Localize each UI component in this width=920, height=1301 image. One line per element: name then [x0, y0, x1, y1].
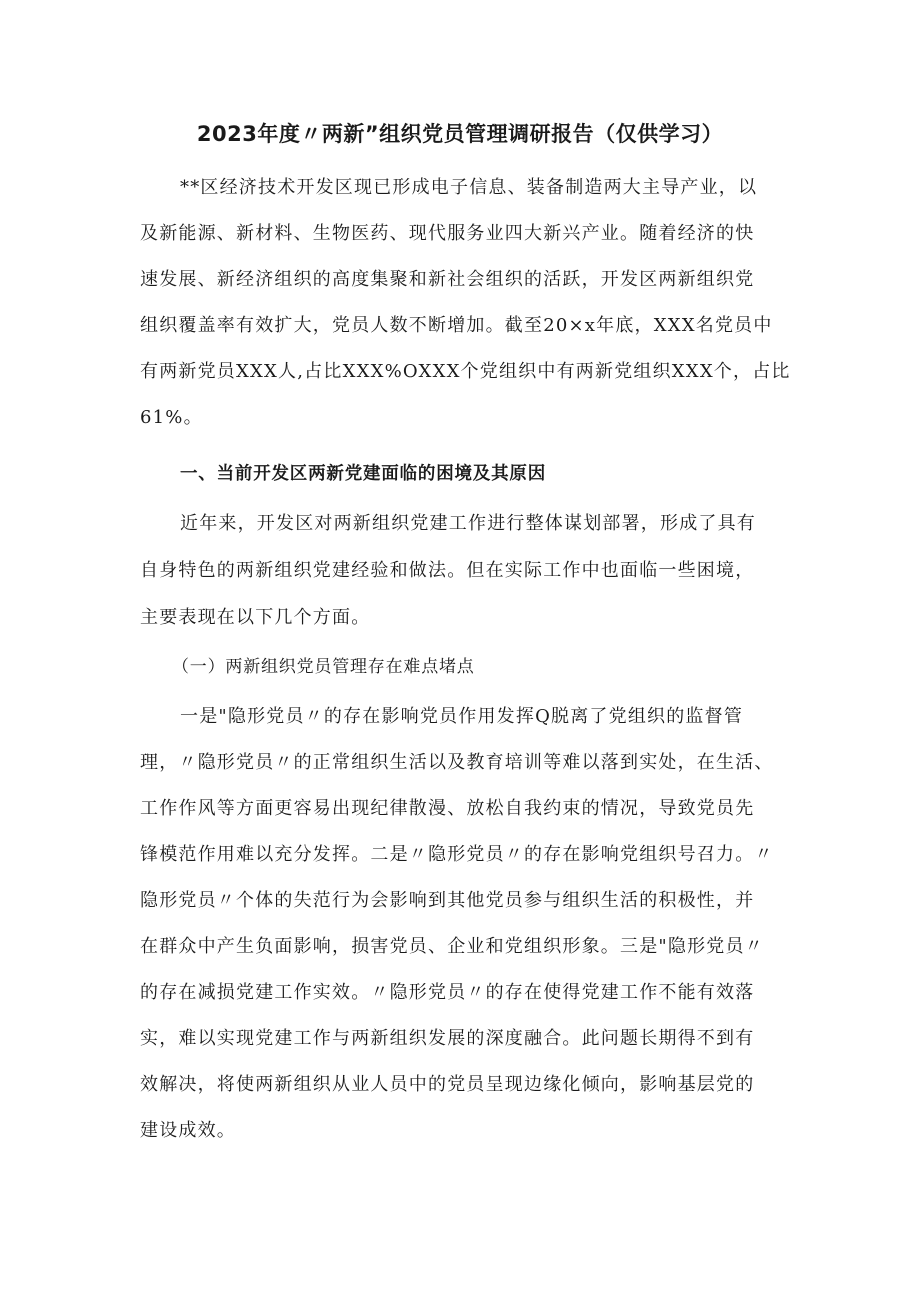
subsection-paragraph-line: 建设成效。 [140, 1120, 236, 1141]
section-heading: 一、当前开发区两新党建面临的困境及其原因 [180, 464, 546, 484]
intro-paragraph-line: 速发展、新经济组织的高度集聚和新社会组织的活跃，开发区两新组织党 [140, 269, 755, 290]
subsection-paragraph-line: 工作作风等方面更容易出现纪律散漫、放松自我约束的情况，导致党员先 [140, 798, 755, 819]
subsection-paragraph-line: 在群众中产生负面影响，损害党员、企业和党组织形象。三是"隐形党员〃 [140, 936, 764, 957]
document-title: 2023年度〃两新”组织党员管理调研报告（仅供学习） [196, 122, 724, 146]
intro-paragraph-line: 61%。 [140, 407, 203, 428]
subsection-paragraph-line: 实，难以实现党建工作与两新组织发展的深度融合。此问题长期得不到有 [140, 1028, 755, 1049]
subsection-paragraph-line: 的存在减损党建工作实效。〃隐形党员〃的存在使得党建工作不能有效落 [140, 982, 755, 1003]
subsection-paragraph-line: 一是"隐形党员〃的存在影响党员作用发挥Q脱离了党组织的监督管 [180, 706, 744, 727]
intro-paragraph-line: 及新能源、新材料、生物医药、现代服务业四大新兴产业。随着经济的快 [140, 223, 755, 244]
subsection-paragraph-line: 理，〃隐形党员〃的正常组织生活以及教育培训等难以落到实处，在生活、 [140, 752, 774, 773]
section-paragraph-line: 自身特色的两新组织党建经验和做法。但在实际工作中也面临一些困境， [140, 560, 755, 581]
subsection-paragraph-line: 隐形党员〃个体的失范行为会影响到其他党员参与组织生活的积极性，并 [140, 890, 755, 911]
subsection-paragraph-line: 效解决，将使两新组织从业人员中的党员呈现边缘化倾向，影响基层党的 [140, 1074, 755, 1095]
subsection-paragraph-line: 锋模范作用难以充分发挥。二是〃隐形党员〃的存在影响党组织号召力。〃 [140, 844, 774, 865]
intro-paragraph-line: 组织覆盖率有效扩大，党员人数不断增加。截至20×x年底，XXX名党员中 [140, 315, 773, 336]
intro-paragraph-line: **区经济技术开发区现已形成电子信息、装备制造两大主导产业，以 [180, 177, 758, 198]
section-paragraph-line: 主要表现在以下几个方面。 [140, 607, 371, 628]
section-paragraph-line: 近年来，开发区对两新组织党建工作进行整体谋划部署，形成了具有 [180, 513, 756, 534]
intro-paragraph-line: 有两新党员XXX人,占比XXX%OXXX个党组织中有两新党组织XXX个，占比 [140, 361, 791, 382]
subsection-heading: （一）两新组织党员管理存在难点堵点 [172, 657, 475, 677]
